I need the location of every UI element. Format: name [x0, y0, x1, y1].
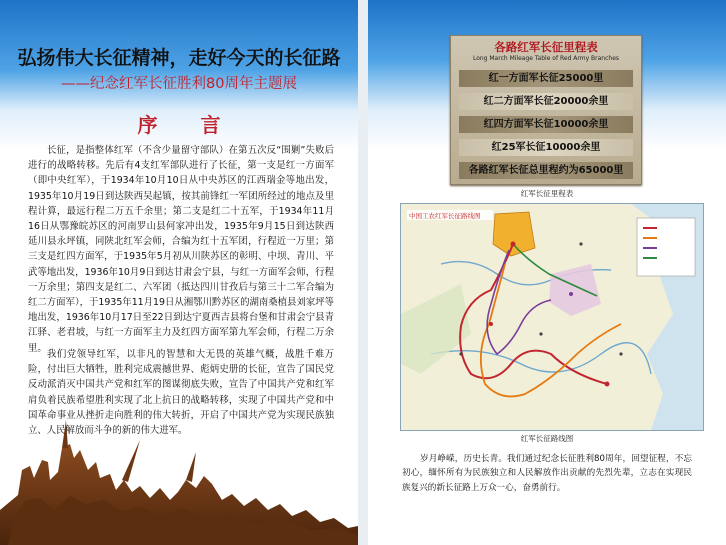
preface-paragraph-1 [28, 143, 334, 356]
mileage-table-plaque [450, 35, 642, 185]
route-map-caption: 红军长征路线图 [520, 434, 574, 443]
left-page [0, 0, 358, 545]
map-title: 中国工农红军长征路线图 [409, 212, 481, 220]
mileage-table-caption: 红军长征里程表 [520, 189, 574, 198]
exhibition-subtitle: ——纪念红军长征胜利80周年主题展 [61, 76, 297, 92]
long-march-route-map [400, 203, 704, 431]
mileage-row: 红二方面军长征20000余里 [459, 93, 633, 110]
mileage-row: 红一方面军长征25000里 [459, 70, 633, 87]
mileage-table-subtitle: Long March Mileage Table of Red Army Branches [472, 55, 620, 62]
paragraph-text: 长征，是指整体红军（不含少量留守部队）在第五次反“围剿”失败后进行的战略转移。先后有4支红军部队进行了长征，第一支是红一方面军（即中央红军），于1934年10月10日从中央苏区的江西瑞金等地出发，1935年10月19日到达陕西吴起镇，按其前锋红一军团所经过的地点及里程计算，最远行程二万五千余里；第二支是红二十五军，于1934年11月16日从鄂豫皖苏区的河南罗山县何家冲出发，1935年9月15日到达陕西延川县永坪镇，同陕北红军会师，合编为红十五军团，行程近一万里；第三支是红四方面军，于1935年5月初从川陕苏区的彰明、中坝、青川、平武等地出发，1936年10月9日到达甘肃会宁县，与红一方面军会师，行程一万余里；第四支是红二、六军团（抵达四川甘孜后与第三十二军合编为红二方面军），于1935年11月19日从湘鄂川黔苏区的湖南桑植县刘家坪等地出发，1936年10月17日至22日到达宁夏西吉县将台堡和甘肃会宁县青江驿、老君坡，与红一方面军主力及红四方面军第九军会师，行程二万余里。 [28, 145, 334, 354]
mileage-table-title: 各路红军长征里程表 [494, 40, 598, 54]
exhibition-title: 弘扬伟大长征精神，走好今天的长征路 [17, 47, 341, 69]
preface-heading: 序 言 [137, 113, 239, 137]
mileage-row: 各路红军长征总里程约为65000里 [459, 162, 633, 179]
mileage-row: 红25军长征10000余里 [459, 139, 633, 156]
closing-text: 岁月峥嵘，历史长青。我们通过纪念长征胜利80周年，回望征程，不忘初心，缅怀所有为民族独立和人民解放作出贡献的先烈先辈，立志在实现民族复兴的新长征路上万众一心，奋勇前行。 [402, 454, 692, 493]
right-page [368, 0, 726, 545]
page-gutter [358, 0, 368, 545]
mileage-row: 红四方面军长征10000余里 [459, 116, 633, 133]
paragraph-text: 我们党领导红军，以非凡的智慧和大无畏的英雄气概，战胜千难万险，付出巨大牺牲，胜利完成震撼世界、彪炳史册的长征，宣告了国民党反动派消灭中国共产党和红军的图谋彻底失败，宣告了中国共产党和红军肩负着民族希望胜利实现了北上抗日的战略转移，实现了中国共产党和中国革命事业从挫折走向胜利的伟大转折，开启了中国共产党为实现民族独立、人民解放而斗争的新的伟大进军。 [28, 349, 334, 437]
soldier-statue-image [0, 400, 358, 545]
closing-paragraph [402, 452, 692, 495]
